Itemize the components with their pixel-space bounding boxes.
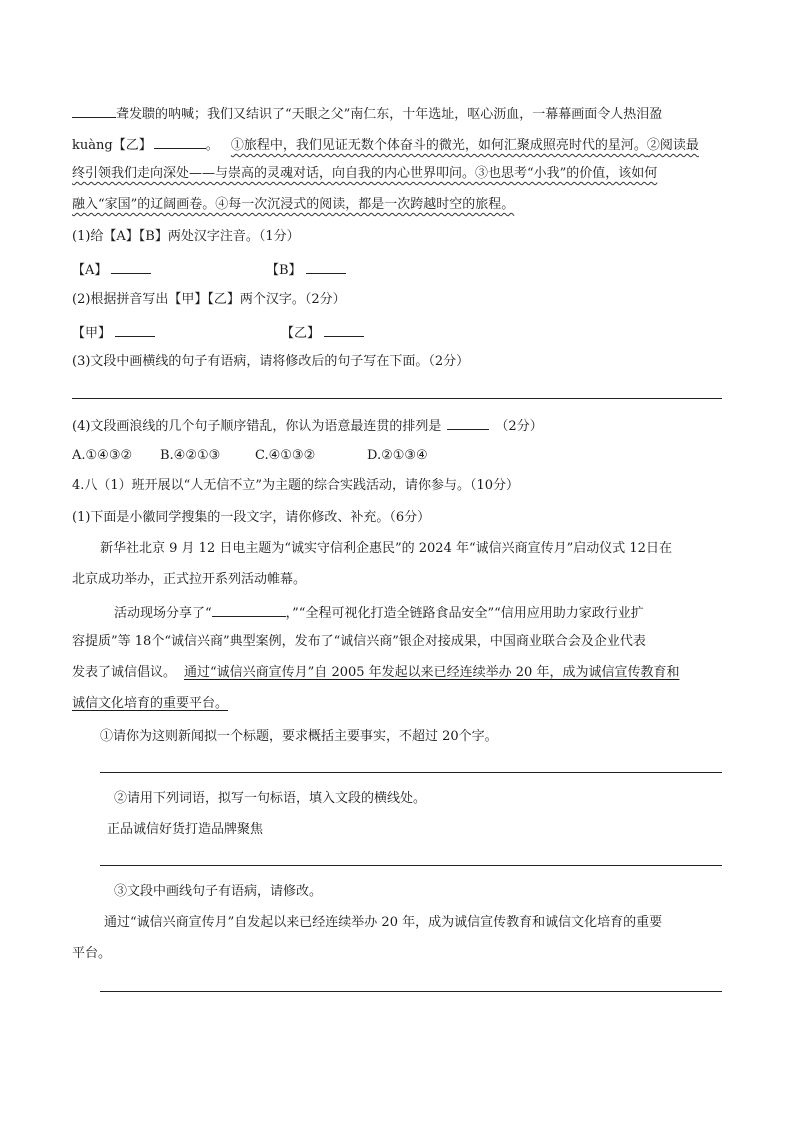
question-4-text: (4)文段画浪线的几个句子顺序错乱，你认为语意最连贯的排列是 bbox=[72, 419, 442, 434]
passage-line-2 bbox=[72, 134, 699, 155]
wavy-sentence-3: 终引领我们走向深处——与崇高的灵魂对话，向自我的内心世界叩问。③也思考“小我”的价值，该如何 bbox=[72, 166, 658, 181]
slogan-blank[interactable] bbox=[212, 602, 286, 617]
news-line-5 bbox=[72, 664, 679, 682]
news-line-6 bbox=[72, 695, 228, 713]
repeat-sentence-line-2: 平台。 bbox=[72, 946, 112, 961]
news-line-3-end: ，”“全程可视化打造全链路食品安全”“信用应用助力家政行业扩 bbox=[285, 606, 644, 621]
label-yi: 【乙】 bbox=[281, 326, 321, 341]
answer-yi-field[interactable] bbox=[324, 322, 364, 337]
period: 。 bbox=[205, 138, 219, 153]
option-C[interactable]: C.④①③② bbox=[255, 448, 316, 463]
fill-blank-A-pinyin[interactable] bbox=[72, 103, 116, 118]
label-jia: 【甲】 bbox=[72, 326, 112, 341]
question-2-answers bbox=[72, 322, 155, 343]
fill-blank-yi[interactable] bbox=[154, 134, 206, 149]
passage-line-3 bbox=[72, 165, 657, 183]
news-line-3 bbox=[114, 602, 644, 623]
answer-line-slogan[interactable] bbox=[100, 865, 722, 866]
question-1-answer-b bbox=[266, 259, 346, 280]
pinyin-yi: kuàng【乙】 bbox=[72, 138, 152, 153]
wavy-sentence-4: 融入“家国”的辽阔画卷。④每一次沉浸式的阅读，都是一次跨越时空的旅程。 bbox=[72, 197, 515, 212]
question-2: (2)根据拼音写出【甲】【乙】两个汉字。（2分） bbox=[72, 292, 346, 307]
option-A[interactable]: A.①④③② bbox=[72, 448, 133, 463]
question-1: (1)给【A】【B】两处汉字注音。（1分） bbox=[72, 229, 300, 244]
label-A: 【A】 bbox=[72, 263, 108, 278]
answer-line-revision[interactable] bbox=[100, 991, 722, 992]
sub-question-i: ①请你为这则新闻拟一个标题，要求概括主要事实，不超过 20个字。 bbox=[100, 729, 498, 744]
underlined-sentence-end: 诚信文化培育的重要平台。 bbox=[72, 696, 229, 711]
answer-line-q3[interactable] bbox=[72, 398, 722, 399]
option-D[interactable]: D.②①③④ bbox=[367, 448, 428, 463]
wavy-sentence-1: ①旅程中，我们见证无数个体奋斗的微光，如何汇聚成照亮时代的星河。 bbox=[230, 138, 647, 153]
news-line-5-start: 发表了诚信倡议。 bbox=[72, 665, 177, 680]
option-B[interactable]: B.④②①③ bbox=[160, 448, 221, 463]
passage-text: 聋发聩的呐喊；我们又结识了“天眼之父”南仁东，十年选址，呕心沥血，一幕幕画面令人热泪盈 bbox=[116, 107, 663, 122]
news-line-4: 容提质”等 18个“诚信兴商”典型案例，发布了“诚信兴商”银企对接成果，中国商业联合会及企业代表 bbox=[72, 634, 646, 649]
label-B: 【B】 bbox=[266, 263, 302, 278]
question-3: (3)文段中画横线的句子有语病，请将修改后的句子写在下面。（2分） bbox=[72, 354, 470, 369]
answer-jia-field[interactable] bbox=[115, 322, 155, 337]
word-list: 正品诚信好货打造品牌聚焦 bbox=[107, 822, 264, 837]
question-2-answer-yi bbox=[281, 322, 364, 343]
answer-q4-field[interactable] bbox=[447, 415, 489, 430]
answer-line-headline[interactable] bbox=[100, 772, 722, 773]
sub-question-iii: ③文段中画线句子有语病，请修改。 bbox=[114, 884, 323, 899]
answer-B-field[interactable] bbox=[306, 259, 346, 274]
repeat-sentence-line-1: 通过“诚信兴商宣传月”自发起以来已经连续举办 20 年，成为诚信宣传教育和诚信文化培育的重要 bbox=[104, 915, 663, 930]
answer-A-field[interactable] bbox=[111, 259, 151, 274]
question-4 bbox=[72, 415, 543, 436]
passage-line-1 bbox=[72, 103, 662, 124]
question-1-answers bbox=[72, 259, 151, 280]
underlined-sentence: 通过“诚信兴商宣传月”自 2005 年发起以来已经连续举办 20 年，成为诚信宣传教育和 bbox=[184, 665, 680, 680]
news-line-2: 北京成功举办，正式拉开系列活动帷幕。 bbox=[72, 572, 307, 587]
news-line-1: 新华社北京 9 月 12 日电主题为“诚实守信利企惠民”的 2024 年“诚信兴商宣传月”启动仪式 12日在 bbox=[100, 541, 672, 556]
sub-question-ii: ②请用下列词语，拟写一句标语，填入文段的横线处。 bbox=[114, 791, 427, 806]
task-4-sub-1: (1)下面是小徽同学搜集的一段文字，请你修改、补充。（6分） bbox=[72, 510, 431, 525]
task-4-title: 4.八（1）班开展以“人无信不立”为主题的综合实践活动，请你参与。（10分） bbox=[72, 478, 520, 493]
news-line-3-start: 活动现场分享了“ bbox=[114, 606, 212, 621]
passage-line-4 bbox=[72, 196, 514, 214]
question-4-score: （2分） bbox=[495, 419, 543, 434]
wavy-sentence-2-start: ②阅读最 bbox=[646, 138, 699, 153]
